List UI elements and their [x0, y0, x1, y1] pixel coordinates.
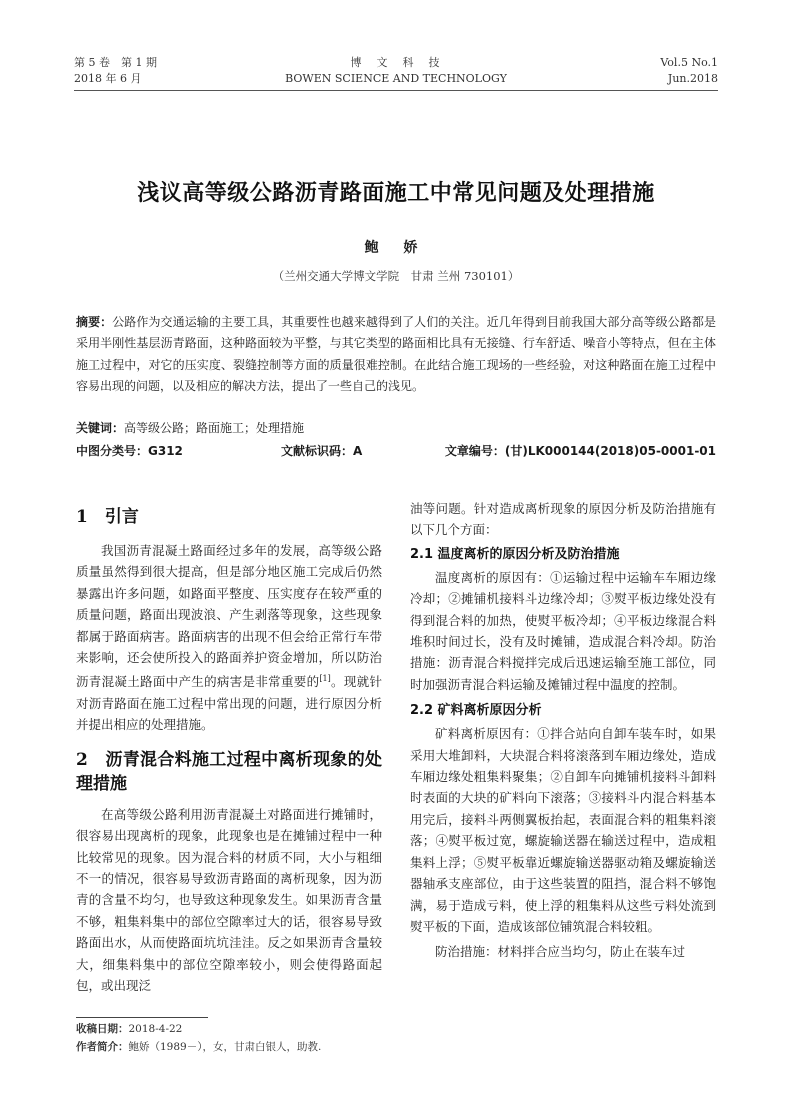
section-1-text-tail: 。现就针对沥青路面在施工过程中常出现的问题，进行原因分析并提出相应的处理措施。	[76, 674, 382, 733]
journal-name-cn: 博 文 科 技	[350, 56, 442, 69]
keywords	[76, 419, 304, 436]
received-value: 2018-4-22	[128, 1023, 183, 1035]
abstract-label: 摘要：	[76, 315, 113, 329]
abstract	[76, 312, 716, 397]
journal-name-en: BOWEN SCIENCE AND TECHNOLOGY	[285, 72, 507, 85]
section-2-1-heading: 2.1 温度离析的原因分析及防治措施	[410, 546, 620, 562]
section-2-1-paragraph: 温度离析的原因有：①运输过程中运输车车厢边缘冷却；②摊铺机接料斗边缘冷却；③熨平板边缘处没有得到混合料的加热，使熨平板冷却；④平板边缘混合料堆积时间过长，没有及时摊铺，造成混合料冷却。防治措施：沥青混合料搅拌完成后迅速运输至施工部位，同时加强沥青混合料运输及摊铺过程中温度的控制。	[410, 569, 716, 692]
section-2-2-paragraph: 矿料离析原因有：①拌合站向自卸车装车时，如果采用大堆卸料，大块混合料将滚落到车厢边缘处，造成车厢边缘处粗集料聚集；②自卸车向摊铺机接料斗卸料时表面的大块的矿料向下滚落；③接料斗内混合料基本用完后，接料斗两侧翼板抬起，表面混合料的粗集料滚落；④熨平板过宽，螺旋输送器在输送过程中，造成粗集料上浮；⑤熨平板靠近螺旋输送器驱动箱及螺旋输送器轴承支座部位，由于这些装置的阻挡，混合料不够饱满，易于造成亏料，使上浮的粗集料从这些亏料处流到熨平板的下面，造成该部位铺筑混合料较粗。	[410, 726, 716, 934]
section-1-paragraph	[76, 540, 382, 736]
left-column	[76, 505, 382, 996]
right-column	[410, 498, 716, 963]
paper-author: 鲍 娇	[364, 240, 428, 256]
paper-title: 浅议高等级公路沥青路面施工中常见问题及处理措施	[137, 180, 655, 206]
author-bio-text: 鲍娇（1989－），女，甘肃白银人，助教.	[128, 1041, 322, 1053]
journal-vol-no-en: Vol.5 No.1	[660, 56, 718, 69]
author-bio	[76, 1039, 321, 1054]
received-label: 收稿日期：	[76, 1023, 129, 1035]
keywords-label: 关键词：	[76, 421, 125, 435]
section-2-heading: 2 沥青混合料施工过程中离析现象的处理措施	[76, 749, 382, 794]
author-affiliation: （兰州交通大学博文学院 甘肃 兰州 730101）	[272, 269, 520, 283]
footnote-divider	[76, 1017, 208, 1018]
header-divider	[74, 90, 718, 91]
journal-date-en: Jun.2018	[667, 72, 718, 85]
section-1-text: 我国沥青混凝土路面经过多年的发展，高等级公路质量虽然得到很大提高，但是部分地区施工完成后仍然暴露出许多问题，如路面平整度、压实度存在较严重的质量问题，路面出现波浪、产生剥落等现象，这些现象都属于路面病害。路面病害的出现不但会给正常行车带来影响，还会使所投入的路面养护资金增加，所以防治沥青混凝土路面中产生的病害是非常重要的	[76, 543, 382, 690]
prevention-measures: 防治措施：材料拌合应当均匀，防止在装车过	[435, 944, 686, 960]
document-code: 文献标识码：A	[281, 444, 363, 458]
abstract-text: 公路作为交通运输的主要工具，其重要性也越来越得到了人们的关注。近几年得到目前我国大部分高等级公路都是采用半刚性基层沥青路面，这种路面较为平整，与其它类型的路面相比具有无接缝、行车舒适、噪音小等特点，但在主体施工过程中，对它的压实度、裂缝控制等方面的质量很难控制。在此结合施工现场的一些经验，对这种路面在施工过程中容易出现的问题，以及相应的解决方法，提出了一些自己的浅见。	[76, 315, 716, 393]
journal-date: 2018 年 6 月	[74, 72, 142, 85]
author-bio-label: 作者简介：	[76, 1041, 129, 1053]
journal-volume-issue: 第 5 卷 第 1 期	[74, 56, 157, 69]
received-date	[76, 1021, 182, 1036]
continued-paragraph: 油等问题。针对造成离析现象的原因分析及防治措施有以下几个方面：	[410, 501, 716, 538]
section-2-paragraph: 在高等级公路利用沥青混凝土对路面进行摊铺时，很容易出现离析的现象，此现象也是在摊铺过程中一种比较常见的现象。因为混合料的材质不同，大小与粗细不一的情况，很容易导致沥青路面的离析现象，因为沥青的含量不均匀，也导致这种现象发生。如果沥青含量不够，粗集料集中的部位空隙率过大的话，很容易导致路面出水，从而使路面坑坑洼洼。反之如果沥青含量较大，细集料集中的部位空隙率较小，则会使得路面起包，或出现泛	[76, 806, 382, 994]
article-number: 文章编号：(甘)LK000144(2018)05-0001-01	[444, 444, 716, 458]
citation-1[interactable]: [1]	[319, 674, 331, 684]
section-1-heading: 1 引言	[76, 507, 139, 527]
section-2-2-heading: 2.2 矿料离析原因分析	[410, 703, 542, 719]
clc-number: 中图分类号：G312	[76, 444, 183, 458]
keywords-text: 高等级公路；路面施工；处理措施	[124, 421, 305, 435]
